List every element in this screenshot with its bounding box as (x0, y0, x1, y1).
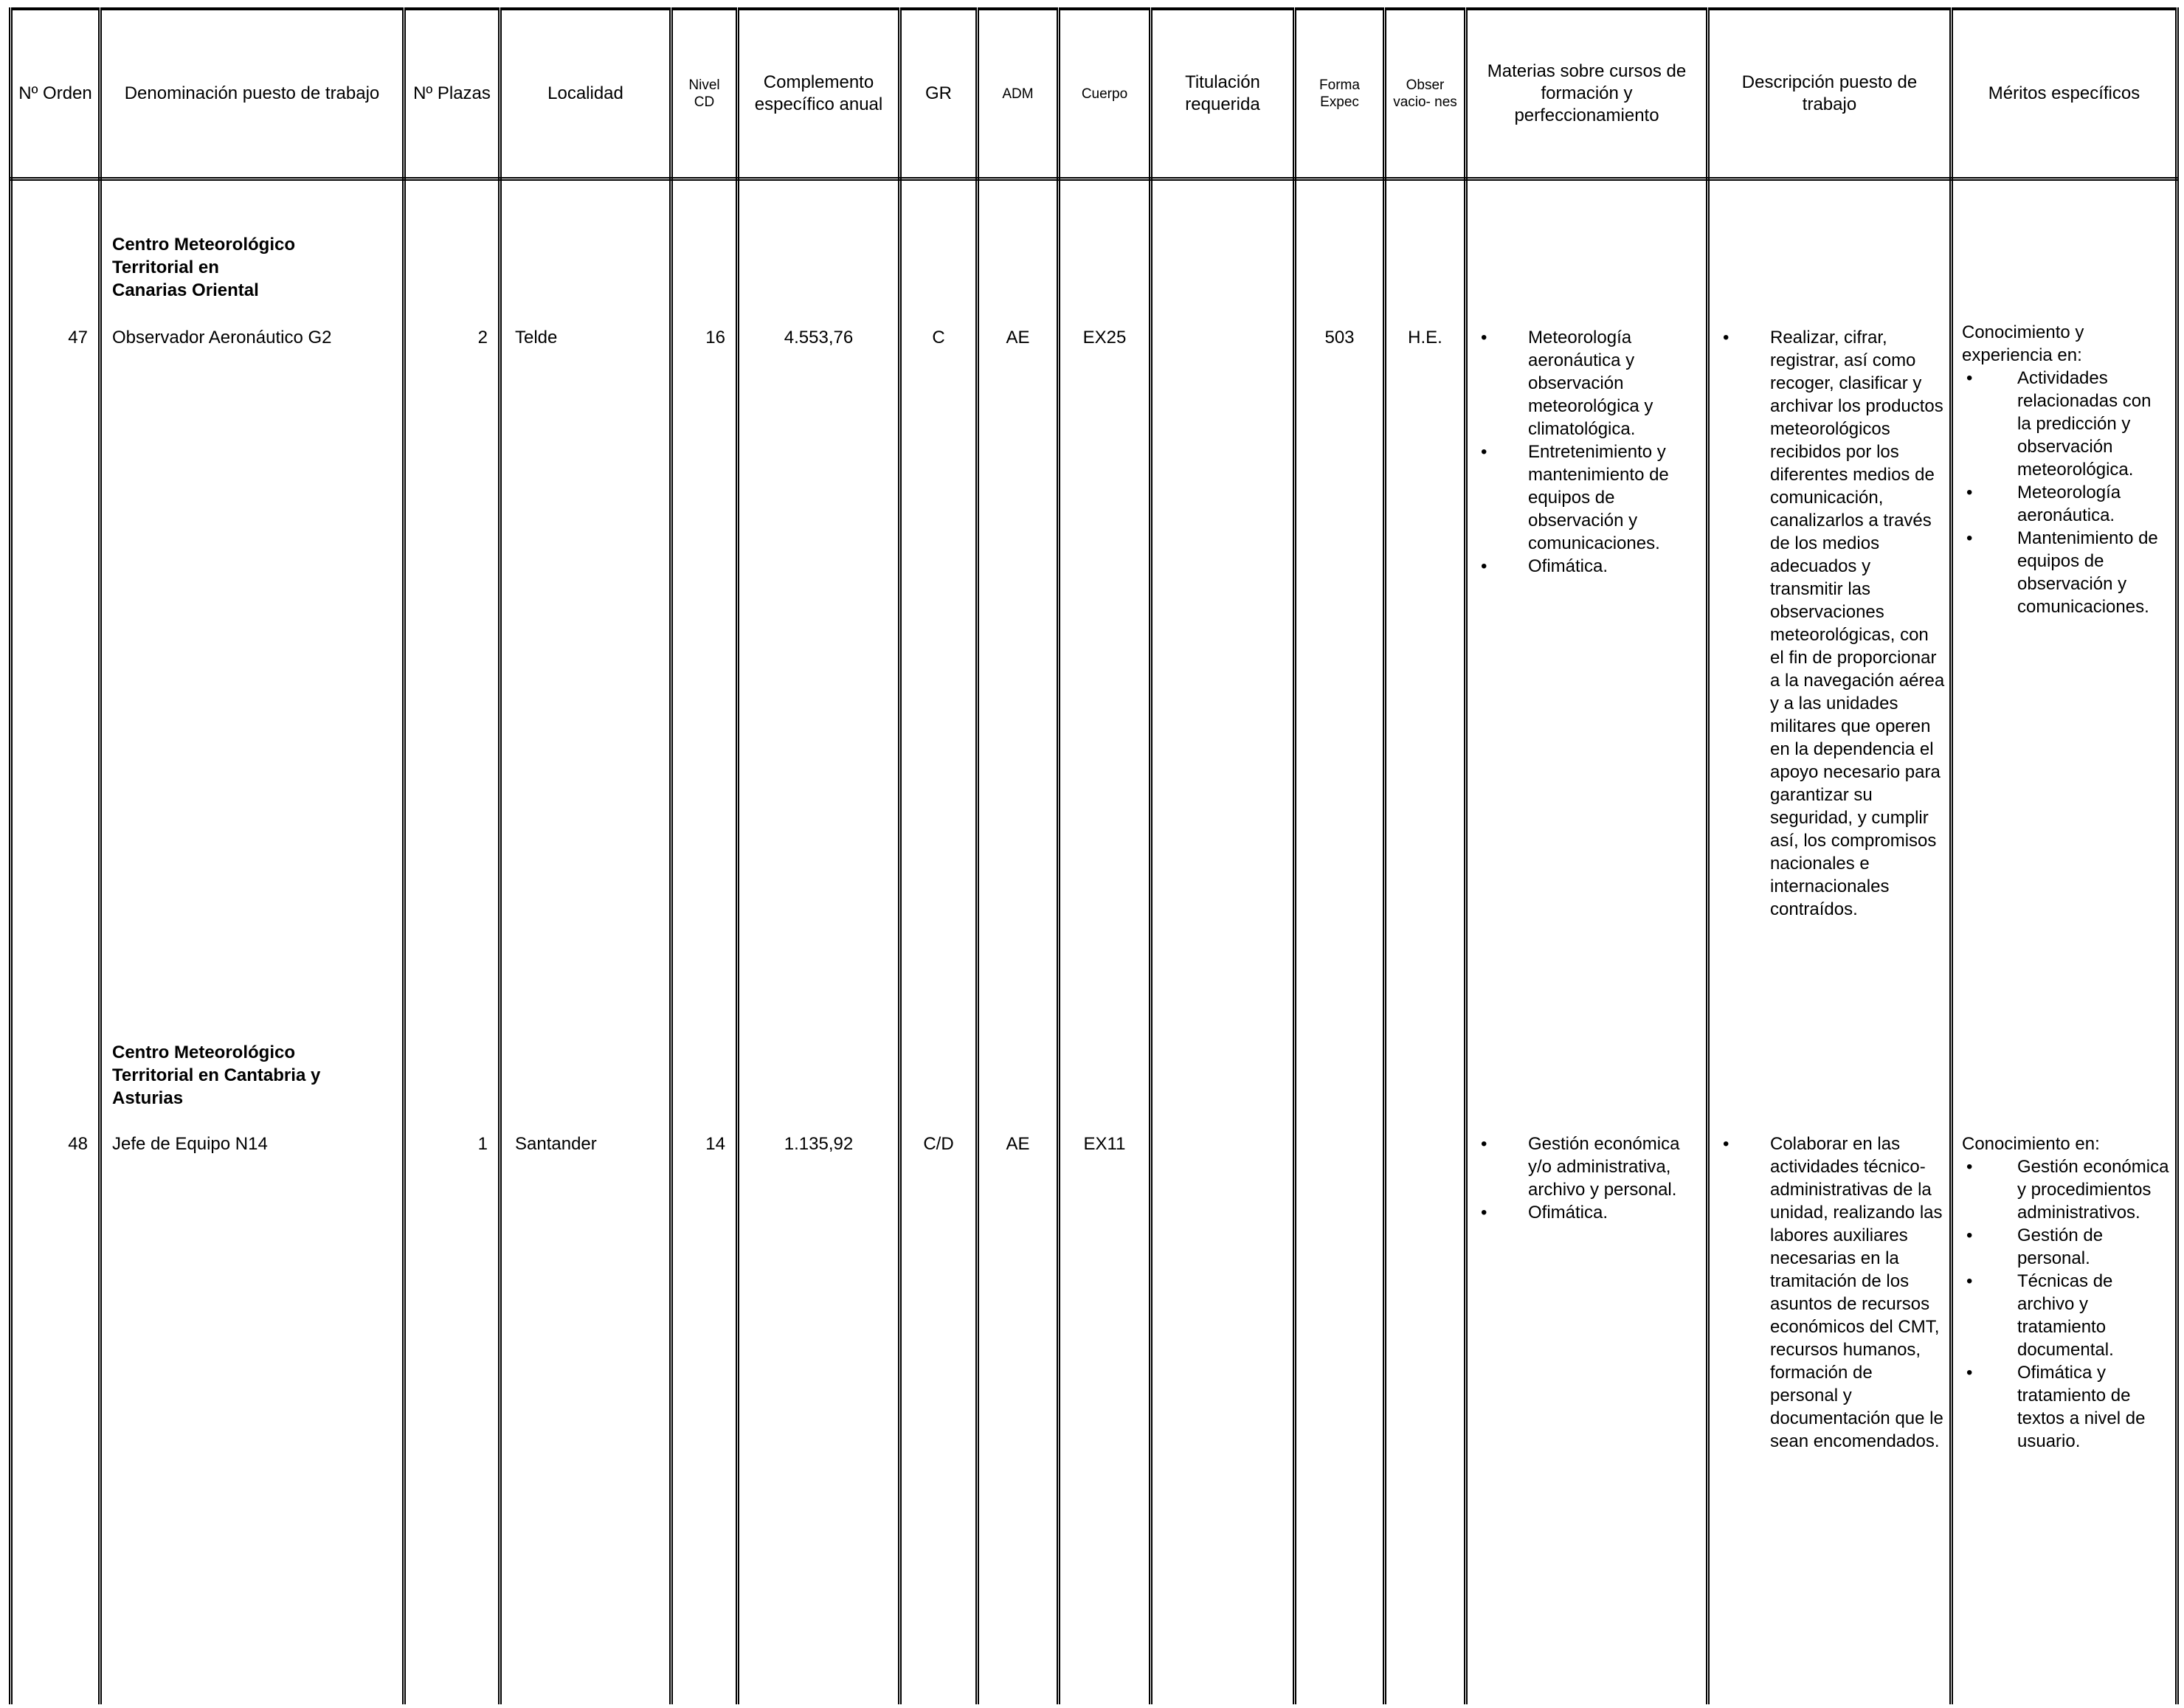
adm-cell: AE (1006, 328, 1030, 348)
meritos-list (1962, 367, 2169, 618)
centro-heading: Centro Meteorológico Territorial en Canarias Oriental (112, 235, 296, 300)
puesto-cell: Observador Aeronáutico G2 (112, 328, 332, 348)
puesto-cell: Jefe de Equipo N14 (112, 1133, 268, 1154)
meritos-block (1962, 1133, 2169, 1453)
header-descripcion: Descripción puesto de trabajo (1708, 9, 1952, 179)
list-item: • Realizar, cifrar, registrar, así como recoger, clasificar y archivar los productos meteorológicos recibidos por los diferentes medios de comunicación, canalizarlos a través de los medios adecuados y transmitir las observaciones meteorológicas, con el fin de proporcionar a la navegación aérea y a las unidades militares que operen en la dependencia el apoyo necesario para garantizar su seguridad, y cumplir así, los compromisos nacionales e internacionales contraídos. (1718, 326, 1945, 921)
list-item: • Ofimática. (1476, 555, 1699, 578)
meritos-list (1962, 1155, 2169, 1453)
table-row (11, 1061, 2177, 1704)
list-item: • Colaborar en las actividades técnico-administrativas de la unidad, realizando las labores auxiliares necesarias en la tramitación de los asuntos de recursos económicos del CMT, recursos humanos, formación de personal y documentación que le sean encomendados. (1718, 1133, 1945, 1453)
list-item: • Ofimática y tratamiento de textos a nivel de usuario. (1962, 1361, 2169, 1453)
materias-list (1476, 1133, 1699, 1224)
list-item: • Meteorología aeronáutica y observación meteorológica y climatológica. (1476, 326, 1699, 440)
adm-cell: AE (1006, 1133, 1030, 1154)
orden-cell: 48 (68, 1133, 88, 1154)
list-item: • Mantenimiento de equipos de observación y comunicaciones. (1962, 527, 2169, 618)
header-gr: GR (900, 9, 978, 179)
header-titulacion: Titulación requerida (1151, 9, 1295, 179)
list-item: • Gestión económica y procedimientos administrativos. (1962, 1155, 2169, 1224)
header-nivel: Nivel CD (671, 9, 738, 179)
orden-cell: 47 (68, 328, 88, 348)
localidad-cell: Telde (515, 328, 558, 348)
nivel-cell: 16 (705, 328, 725, 348)
centro-heading: Centro Meteorológico Territorial en Cantabria y Asturias (112, 1042, 321, 1108)
materias-list (1476, 326, 1699, 578)
header-materias: Materias sobre cursos de formación y perfeccionamiento (1466, 9, 1708, 179)
header-cuerpo: Cuerpo (1059, 9, 1151, 179)
list-item: • Técnicas de archivo y tratamiento documental. (1962, 1270, 2169, 1361)
meritos-intro: Conocimiento y experiencia en: (1962, 322, 2084, 365)
nivel-cell: 14 (705, 1133, 725, 1154)
list-item: • Meteorología aeronáutica. (1962, 481, 2169, 527)
list-item: • Ofimática. (1476, 1201, 1699, 1224)
list-item: • Entretenimiento y mantenimiento de equipos de observación y comunicaciones. (1476, 440, 1699, 555)
descripcion-list (1718, 1133, 1945, 1453)
header-observaciones: Obser vacio- nes (1385, 9, 1466, 179)
job-positions-table (9, 7, 2179, 1704)
list-item: • Gestión económica y/o administrativa, archivo y personal. (1476, 1133, 1699, 1201)
header-localidad: Localidad (500, 9, 671, 179)
forma-cell: 503 (1324, 328, 1355, 348)
header-adm: ADM (978, 9, 1059, 179)
list-item: • Actividades relacionadas con la predicción y observación meteorológica. (1962, 367, 2169, 481)
cuerpo-cell: EX11 (1083, 1133, 1126, 1154)
plazas-cell: 2 (477, 328, 488, 348)
meritos-block (1962, 321, 2169, 618)
localidad-cell: Santander (515, 1133, 597, 1154)
plazas-cell: 1 (477, 1133, 488, 1154)
header-orden: Nº Orden (11, 9, 100, 179)
meritos-intro: Conocimiento en: (1962, 1133, 2100, 1154)
gr-cell: C (932, 328, 945, 348)
header-complemento: Complemento específico anual (738, 9, 900, 179)
header-row (11, 9, 2177, 179)
header-plazas: Nº Plazas (404, 9, 500, 179)
header-forma: Forma Expec (1295, 9, 1385, 179)
header-denominacion: Denominación puesto de trabajo (100, 9, 404, 179)
gr-cell: C/D (923, 1133, 954, 1154)
complemento-cell: 1.135,92 (784, 1133, 854, 1154)
cuerpo-cell: EX25 (1082, 328, 1127, 348)
list-item: • Gestión de personal. (1962, 1224, 2169, 1270)
table-row (11, 179, 2177, 1061)
complemento-cell: 4.553,76 (784, 328, 854, 348)
descripcion-list (1718, 326, 1945, 921)
observaciones-cell: H.E. (1408, 328, 1442, 348)
header-meritos: Méritos específicos (1952, 9, 2177, 179)
